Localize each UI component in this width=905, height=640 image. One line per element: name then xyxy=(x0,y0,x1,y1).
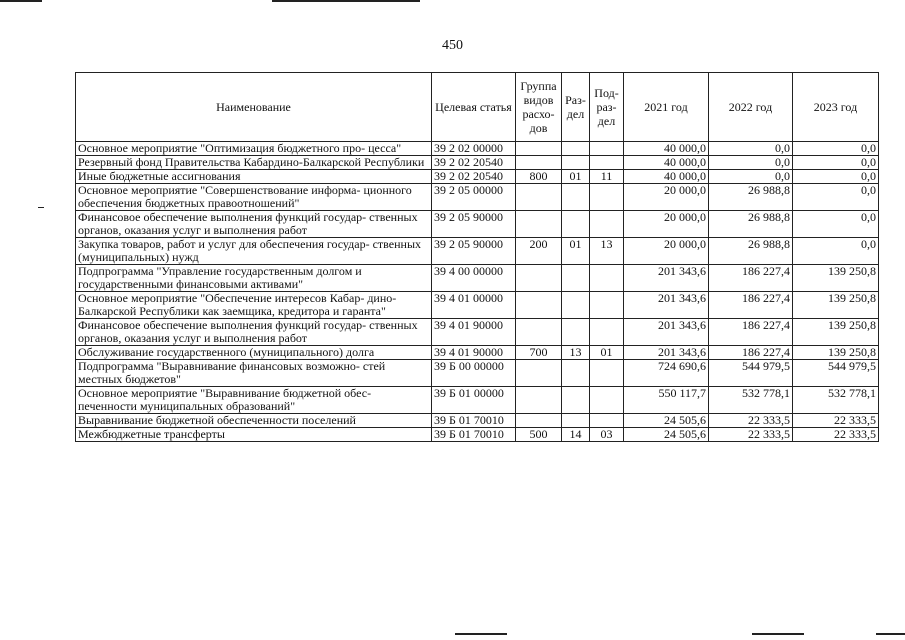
expense-group-cell: 800 xyxy=(516,170,562,184)
table-row xyxy=(76,360,879,387)
name-cell: Финансовое обеспечение выполнения функций государ- ственных органов, оказания услуг и выполнения работ xyxy=(76,211,432,238)
amount-2021-cell: 40 000,0 xyxy=(624,170,709,184)
table-body xyxy=(76,142,879,442)
name-cell: Обслуживание государственного (муниципального) долга xyxy=(76,346,432,360)
subsection-cell xyxy=(590,142,624,156)
amount-2022-cell: 0,0 xyxy=(709,142,793,156)
subsection-cell: 01 xyxy=(590,346,624,360)
amount-2021-cell: 201 343,6 xyxy=(624,292,709,319)
table-row xyxy=(76,346,879,360)
table-row xyxy=(76,170,879,184)
table-row xyxy=(76,319,879,346)
target-article-cell: 39 2 05 90000 xyxy=(432,211,516,238)
header-section: Раз- дел xyxy=(562,73,590,142)
table-row xyxy=(76,142,879,156)
target-article-cell: 39 4 01 90000 xyxy=(432,319,516,346)
name-cell: Межбюджетные трансферты xyxy=(76,428,432,442)
subsection-cell xyxy=(590,156,624,170)
expense-group-cell: 200 xyxy=(516,238,562,265)
amount-2023-cell: 0,0 xyxy=(793,170,879,184)
target-article-cell: 39 Б 01 70010 xyxy=(432,428,516,442)
header-target-article: Целевая статья xyxy=(432,73,516,142)
amount-2023-cell: 532 778,1 xyxy=(793,387,879,414)
subsection-cell xyxy=(590,184,624,211)
target-article-cell: 39 2 02 00000 xyxy=(432,142,516,156)
table-header-row xyxy=(76,73,879,142)
scan-artifact-line xyxy=(876,633,905,635)
table-row xyxy=(76,428,879,442)
amount-2023-cell: 0,0 xyxy=(793,156,879,170)
subsection-cell xyxy=(590,414,624,428)
section-cell: 01 xyxy=(562,238,590,265)
table-row xyxy=(76,238,879,265)
expense-group-cell xyxy=(516,184,562,211)
name-cell: Закупка товаров, работ и услуг для обеспечения государ- ственных (муниципальных) нужд xyxy=(76,238,432,265)
section-cell xyxy=(562,156,590,170)
header-2022: 2022 год xyxy=(709,73,793,142)
table-row xyxy=(76,292,879,319)
expense-group-cell xyxy=(516,292,562,319)
amount-2023-cell: 139 250,8 xyxy=(793,319,879,346)
header-name: Наименование xyxy=(76,73,432,142)
amount-2023-cell: 0,0 xyxy=(793,238,879,265)
amount-2022-cell: 0,0 xyxy=(709,156,793,170)
target-article-cell: 39 Б 01 00000 xyxy=(432,387,516,414)
scan-artifact-line xyxy=(272,0,420,2)
target-article-cell: 39 Б 00 00000 xyxy=(432,360,516,387)
expense-group-cell xyxy=(516,319,562,346)
expense-group-cell xyxy=(516,211,562,238)
amount-2023-cell: 0,0 xyxy=(793,184,879,211)
target-article-cell: 39 2 02 20540 xyxy=(432,156,516,170)
subsection-cell xyxy=(590,387,624,414)
table-row xyxy=(76,387,879,414)
amount-2023-cell: 139 250,8 xyxy=(793,346,879,360)
name-cell: Резервный фонд Правительства Кабардино-Балкарской Республики xyxy=(76,156,432,170)
amount-2021-cell: 550 117,7 xyxy=(624,387,709,414)
expense-group-cell: 500 xyxy=(516,428,562,442)
name-cell: Основное мероприятие "Выравнивание бюджетной обес- печенности муниципальных образований" xyxy=(76,387,432,414)
name-cell: Выравнивание бюджетной обеспеченности поселений xyxy=(76,414,432,428)
amount-2022-cell: 186 227,4 xyxy=(709,346,793,360)
expense-group-cell xyxy=(516,387,562,414)
amount-2023-cell: 0,0 xyxy=(793,142,879,156)
amount-2022-cell: 26 988,8 xyxy=(709,238,793,265)
name-cell: Подпрограмма "Выравнивание финансовых возможно- стей местных бюджетов" xyxy=(76,360,432,387)
amount-2021-cell: 40 000,0 xyxy=(624,142,709,156)
name-cell: Подпрограмма "Управление государственным долгом и государственными финансовыми активами" xyxy=(76,265,432,292)
amount-2023-cell: 0,0 xyxy=(793,211,879,238)
header-expense-group: Группа видов расхо- дов xyxy=(516,73,562,142)
target-article-cell: 39 4 01 90000 xyxy=(432,346,516,360)
amount-2021-cell: 201 343,6 xyxy=(624,346,709,360)
expense-group-cell xyxy=(516,414,562,428)
amount-2021-cell: 20 000,0 xyxy=(624,184,709,211)
name-cell: Финансовое обеспечение выполнения функций государ- ственных органов, оказания услуг и выполнения работ xyxy=(76,319,432,346)
section-cell xyxy=(562,414,590,428)
amount-2022-cell: 0,0 xyxy=(709,170,793,184)
amount-2022-cell: 186 227,4 xyxy=(709,319,793,346)
section-cell xyxy=(562,142,590,156)
amount-2021-cell: 201 343,6 xyxy=(624,319,709,346)
target-article-cell: 39 4 01 00000 xyxy=(432,292,516,319)
scan-artifact-line xyxy=(0,0,42,2)
amount-2023-cell: 22 333,5 xyxy=(793,414,879,428)
budget-table xyxy=(75,72,879,442)
subsection-cell xyxy=(590,319,624,346)
table-row xyxy=(76,156,879,170)
table-row xyxy=(76,211,879,238)
amount-2022-cell: 532 778,1 xyxy=(709,387,793,414)
section-cell: 13 xyxy=(562,346,590,360)
scan-artifact-dash xyxy=(38,207,44,208)
name-cell: Иные бюджетные ассигнования xyxy=(76,170,432,184)
target-article-cell: 39 Б 01 70010 xyxy=(432,414,516,428)
amount-2021-cell: 20 000,0 xyxy=(624,211,709,238)
section-cell xyxy=(562,184,590,211)
table-row xyxy=(76,414,879,428)
amount-2022-cell: 26 988,8 xyxy=(709,211,793,238)
table-row xyxy=(76,265,879,292)
target-article-cell: 39 4 00 00000 xyxy=(432,265,516,292)
subsection-cell xyxy=(590,292,624,319)
expense-group-cell xyxy=(516,156,562,170)
amount-2021-cell: 24 505,6 xyxy=(624,414,709,428)
amount-2023-cell: 139 250,8 xyxy=(793,292,879,319)
header-subsection: Под- раз- дел xyxy=(590,73,624,142)
section-cell xyxy=(562,387,590,414)
amount-2021-cell: 20 000,0 xyxy=(624,238,709,265)
amount-2022-cell: 22 333,5 xyxy=(709,428,793,442)
section-cell xyxy=(562,211,590,238)
header-2023: 2023 год xyxy=(793,73,879,142)
amount-2021-cell: 724 690,6 xyxy=(624,360,709,387)
subsection-cell: 03 xyxy=(590,428,624,442)
scan-artifact-line xyxy=(455,633,507,635)
section-cell xyxy=(562,265,590,292)
target-article-cell: 39 2 05 00000 xyxy=(432,184,516,211)
name-cell: Основное мероприятие "Обеспечение интересов Кабар- дино-Балкарской Республики как заемщика, кредитора и гаранта" xyxy=(76,292,432,319)
amount-2022-cell: 26 988,8 xyxy=(709,184,793,211)
scan-artifact-line xyxy=(752,633,804,635)
expense-group-cell: 700 xyxy=(516,346,562,360)
subsection-cell: 13 xyxy=(590,238,624,265)
amount-2022-cell: 22 333,5 xyxy=(709,414,793,428)
amount-2022-cell: 186 227,4 xyxy=(709,292,793,319)
section-cell: 01 xyxy=(562,170,590,184)
amount-2023-cell: 22 333,5 xyxy=(793,428,879,442)
expense-group-cell xyxy=(516,142,562,156)
expense-group-cell xyxy=(516,265,562,292)
section-cell xyxy=(562,292,590,319)
header-2021: 2021 год xyxy=(624,73,709,142)
target-article-cell: 39 2 02 20540 xyxy=(432,170,516,184)
section-cell: 14 xyxy=(562,428,590,442)
amount-2023-cell: 544 979,5 xyxy=(793,360,879,387)
amount-2022-cell: 186 227,4 xyxy=(709,265,793,292)
table-row xyxy=(76,184,879,211)
subsection-cell xyxy=(590,265,624,292)
page-number: 450 xyxy=(442,38,463,53)
section-cell xyxy=(562,360,590,387)
subsection-cell: 11 xyxy=(590,170,624,184)
amount-2021-cell: 24 505,6 xyxy=(624,428,709,442)
expense-group-cell xyxy=(516,360,562,387)
subsection-cell xyxy=(590,211,624,238)
amount-2021-cell: 40 000,0 xyxy=(624,156,709,170)
amount-2022-cell: 544 979,5 xyxy=(709,360,793,387)
target-article-cell: 39 2 05 90000 xyxy=(432,238,516,265)
section-cell xyxy=(562,319,590,346)
name-cell: Основное мероприятие "Совершенствование информа- ционного обеспечения бюджетных правоотношений" xyxy=(76,184,432,211)
amount-2023-cell: 139 250,8 xyxy=(793,265,879,292)
amount-2021-cell: 201 343,6 xyxy=(624,265,709,292)
name-cell: Основное мероприятие "Оптимизация бюджетного про- цесса" xyxy=(76,142,432,156)
subsection-cell xyxy=(590,360,624,387)
